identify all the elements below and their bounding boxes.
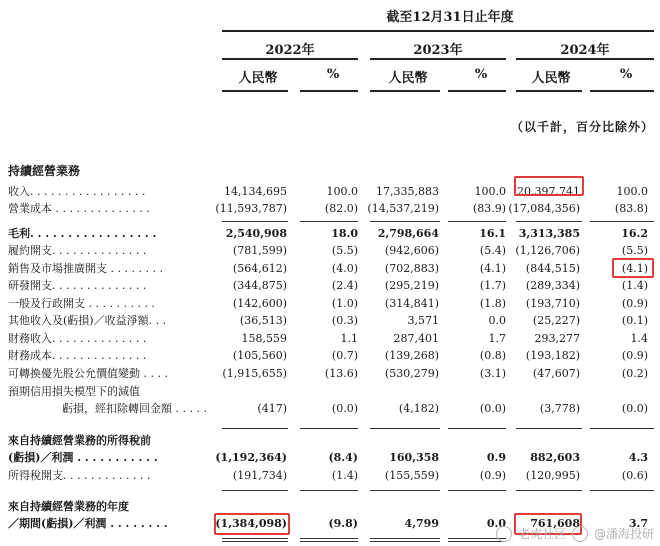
col-rmb-2023: 人民幣 bbox=[388, 71, 428, 86]
table-row bbox=[0, 330, 660, 347]
section-title: 持續經營業務 bbox=[8, 164, 81, 178]
cell-rmb-2022: (11,593,787) bbox=[215, 202, 287, 215]
subtotal-rule bbox=[300, 221, 358, 222]
cell-rmb-2024: (193,182) bbox=[525, 349, 580, 362]
cell-pct-2023: 16.1 bbox=[479, 227, 506, 240]
cell-pct-2022: 100.0 bbox=[326, 185, 358, 198]
table-row bbox=[0, 225, 660, 242]
subtotal-rule bbox=[448, 490, 506, 491]
cell-rmb-2024: (47,607) bbox=[532, 367, 580, 380]
row-label: 財務成本. . . . . . . . . . . . . . bbox=[8, 349, 147, 362]
cell-rmb-2022: (781,599) bbox=[232, 244, 287, 257]
subhdr-rule bbox=[448, 90, 506, 92]
account-logo-icon bbox=[572, 526, 588, 542]
header-rule-top bbox=[222, 30, 654, 32]
row-label: 毛利. . . . . . . . . . . . . . . . . bbox=[8, 227, 157, 240]
subtotal-rule bbox=[516, 221, 582, 222]
subtotal-rule bbox=[370, 428, 440, 429]
cell-pct-2023: (4.1) bbox=[479, 262, 506, 275]
total-double-rule bbox=[222, 538, 288, 542]
row-label: 可轉換優先股公允價值變動 . . . . bbox=[8, 367, 168, 380]
cell-rmb-2023: 4,799 bbox=[404, 517, 439, 530]
cell-pct-2023: 100.0 bbox=[474, 185, 506, 198]
cell-rmb-2022: (564,612) bbox=[232, 262, 287, 275]
table-row bbox=[0, 365, 660, 382]
table-row bbox=[0, 400, 660, 417]
table-row bbox=[0, 200, 660, 217]
cell-rmb-2024: (289,334) bbox=[525, 279, 580, 292]
cell-rmb-2024: (193,710) bbox=[525, 297, 580, 310]
cell-rmb-2024: (844,515) bbox=[525, 262, 580, 275]
cell-pct-2024: 16.2 bbox=[621, 227, 648, 240]
row-label: 收入. . . . . . . . . . . . . . . . . bbox=[8, 185, 146, 198]
cell-rmb-2024: (120,995) bbox=[525, 469, 580, 482]
cell-rmb-2024: 3,313,385 bbox=[518, 227, 580, 240]
cell-rmb-2023: (295,219) bbox=[384, 279, 439, 292]
cell-pct-2023: 1.7 bbox=[488, 332, 506, 345]
cell-rmb-2022: 14,134,695 bbox=[224, 185, 287, 198]
cell-pct-2024: (0.6) bbox=[621, 469, 648, 482]
subhdr-rule bbox=[516, 90, 582, 92]
cell-pct-2024: 3.7 bbox=[628, 517, 648, 530]
col-rmb-2022: 人民幣 bbox=[238, 71, 278, 86]
cell-pct-2023: 0.9 bbox=[486, 451, 506, 464]
table-row bbox=[0, 260, 660, 277]
highlight-revenue-2024 bbox=[514, 176, 584, 196]
cell-rmb-2023: (530,279) bbox=[384, 367, 439, 380]
cell-rmb-2022: 2,540,908 bbox=[225, 227, 287, 240]
watermark bbox=[494, 525, 654, 543]
total-double-rule bbox=[300, 538, 358, 542]
subtotal-rule bbox=[516, 428, 582, 429]
table-row bbox=[0, 242, 660, 259]
year-2022-header: 2022年 bbox=[265, 43, 315, 58]
cell-rmb-2023: (942,606) bbox=[384, 244, 439, 257]
cell-rmb-2024: (25,227) bbox=[532, 314, 580, 327]
cell-pct-2023: (83.9) bbox=[472, 202, 506, 215]
total-double-rule bbox=[370, 538, 440, 542]
cell-pct-2024: (0.2) bbox=[621, 367, 648, 380]
row-label: 所得稅開支. . . . . . . . . . . . . bbox=[8, 469, 151, 482]
table-row bbox=[0, 312, 660, 329]
cell-rmb-2022: (36,513) bbox=[239, 314, 287, 327]
cell-pct-2024: (0.9) bbox=[621, 297, 648, 310]
subhdr-rule bbox=[590, 90, 654, 92]
year-2022-rule bbox=[222, 58, 358, 60]
highlight-sales-pct-2024 bbox=[612, 258, 654, 278]
row-label: 虧損，經扣除轉回金額 . . . . . bbox=[62, 402, 207, 415]
cell-rmb-2023: 2,798,664 bbox=[377, 227, 439, 240]
cell-pct-2022: 18.0 bbox=[331, 227, 358, 240]
row-label: 營業成本 . . . . . . . . . . . . . . bbox=[8, 202, 150, 215]
table-row bbox=[0, 449, 660, 466]
period-title: 截至12月31日止年度 bbox=[386, 10, 514, 25]
cell-rmb-2024: (1,126,706) bbox=[515, 244, 580, 257]
subtotal-rule bbox=[222, 428, 288, 429]
col-pct-2024: % bbox=[619, 67, 633, 82]
year-2023-rule bbox=[370, 58, 506, 60]
cell-pct-2024: (4.1) bbox=[621, 262, 648, 275]
cell-pct-2024: 4.3 bbox=[628, 451, 648, 464]
cell-pct-2022: (13.6) bbox=[324, 367, 358, 380]
subhdr-rule bbox=[300, 90, 358, 92]
cell-pct-2024: (0.9) bbox=[621, 349, 648, 362]
subhdr-rule bbox=[222, 90, 288, 92]
cell-rmb-2022: (417) bbox=[257, 402, 287, 415]
row-label: 來自持續經營業務的年度 bbox=[8, 500, 129, 513]
subtotal-rule bbox=[590, 221, 654, 222]
year-2024-rule bbox=[516, 58, 654, 60]
cell-rmb-2024: (3,778) bbox=[539, 402, 580, 415]
cell-pct-2024: 1.4 bbox=[630, 332, 648, 345]
cell-rmb-2023: 3,571 bbox=[407, 314, 439, 327]
row-label: 研發開支. . . . . . . . . . . . . . bbox=[8, 279, 147, 292]
unit-note: （以千計，百分比除外） bbox=[510, 120, 654, 134]
cell-pct-2024: (0.0) bbox=[621, 402, 648, 415]
cell-rmb-2023: (155,559) bbox=[384, 469, 439, 482]
highlight-loss-2022 bbox=[214, 513, 290, 535]
table-row bbox=[0, 347, 660, 364]
cell-pct-2023: 0.0 bbox=[488, 314, 506, 327]
cell-pct-2022: (0.7) bbox=[331, 349, 358, 362]
cell-rmb-2023: 17,335,883 bbox=[376, 185, 439, 198]
cell-rmb-2024: 20,397,741 bbox=[517, 185, 580, 198]
subtotal-rule bbox=[590, 490, 654, 491]
cell-rmb-2024: 882,603 bbox=[530, 451, 580, 464]
row-label: 履約開支. . . . . . . . . . . . . . bbox=[8, 244, 147, 257]
cell-pct-2023: (3.1) bbox=[479, 367, 506, 380]
cell-pct-2022: (2.4) bbox=[331, 279, 358, 292]
cell-rmb-2024: 761,608 bbox=[530, 517, 580, 530]
year-2023-header: 2023年 bbox=[413, 43, 463, 58]
cell-pct-2022: (1.4) bbox=[331, 469, 358, 482]
row-label: 預期信用損失模型下的減值 bbox=[8, 385, 140, 398]
cell-pct-2024: (0.1) bbox=[621, 314, 648, 327]
cell-pct-2022: (0.0) bbox=[331, 402, 358, 415]
row-label: 其他收入及(虧損)／收益淨額. . . bbox=[8, 314, 167, 327]
col-rmb-2024: 人民幣 bbox=[531, 71, 571, 86]
cell-rmb-2023: (14,537,219) bbox=[367, 202, 439, 215]
cell-pct-2024: (1.4) bbox=[621, 279, 648, 292]
subtotal-rule bbox=[590, 428, 654, 429]
table-row bbox=[0, 432, 660, 449]
watermark-account: @潘海投研 bbox=[593, 526, 654, 541]
subtotal-rule bbox=[300, 428, 358, 429]
subhdr-rule bbox=[370, 90, 440, 92]
subtotal-rule bbox=[370, 490, 440, 491]
cell-pct-2024: (83.8) bbox=[614, 202, 648, 215]
cell-rmb-2022: (105,560) bbox=[232, 349, 287, 362]
subtotal-rule bbox=[222, 221, 288, 222]
year-2024-header: 2024年 bbox=[560, 43, 610, 58]
cell-rmb-2023: (702,883) bbox=[384, 262, 439, 275]
col-pct-2022: % bbox=[326, 67, 340, 82]
cell-rmb-2024: (17,084,356) bbox=[508, 202, 580, 215]
row-label: (虧損)／利潤 . . . . . . . . . . . bbox=[8, 451, 158, 464]
cell-rmb-2023: 287,401 bbox=[393, 332, 439, 345]
cell-rmb-2022: (1,384,098) bbox=[215, 517, 287, 530]
subtotal-rule bbox=[300, 490, 358, 491]
cell-rmb-2022: (142,600) bbox=[232, 297, 287, 310]
tiger-logo-icon bbox=[496, 526, 512, 542]
cell-pct-2022: (82.0) bbox=[324, 202, 358, 215]
row-label: 來自持續經營業務的所得稅前 bbox=[8, 434, 151, 447]
cell-pct-2023: (0.0) bbox=[479, 402, 506, 415]
watermark-community: 老虎社区 bbox=[518, 526, 567, 541]
cell-rmb-2022: (344,875) bbox=[232, 279, 287, 292]
cell-rmb-2023: (139,268) bbox=[384, 349, 439, 362]
cell-pct-2023: (0.8) bbox=[479, 349, 506, 362]
cell-pct-2023: (1.7) bbox=[479, 279, 506, 292]
table-row bbox=[0, 295, 660, 312]
cell-pct-2023: (1.8) bbox=[479, 297, 506, 310]
cell-pct-2022: 1.1 bbox=[340, 332, 358, 345]
row-label: 財務收入. . . . . . . . . . . . . . bbox=[8, 332, 147, 345]
cell-rmb-2023: (314,841) bbox=[384, 297, 439, 310]
subtotal-rule bbox=[370, 221, 440, 222]
cell-rmb-2022: (1,915,655) bbox=[222, 367, 287, 380]
subtotal-rule bbox=[448, 221, 506, 222]
col-pct-2023: % bbox=[474, 67, 488, 82]
cell-pct-2023: 0.0 bbox=[486, 517, 506, 530]
row-label: 一般及行政開支 . . . . . . . . . . bbox=[8, 297, 155, 310]
cell-pct-2022: (8.4) bbox=[328, 451, 358, 464]
subtotal-rule bbox=[222, 490, 288, 491]
row-label: 銷售及市場推廣開支 . . . . . . . . bbox=[8, 262, 163, 275]
cell-pct-2022: (1.0) bbox=[331, 297, 358, 310]
cell-rmb-2022: (191,734) bbox=[232, 469, 287, 482]
table-row bbox=[0, 467, 660, 484]
cell-pct-2022: (4.0) bbox=[331, 262, 358, 275]
subtotal-rule bbox=[448, 428, 506, 429]
cell-pct-2022: (0.3) bbox=[331, 314, 358, 327]
cell-pct-2024: 100.0 bbox=[616, 185, 648, 198]
cell-pct-2024: (5.5) bbox=[621, 244, 648, 257]
cell-pct-2022: (9.8) bbox=[328, 517, 358, 530]
row-label: ／期間(虧損)／利潤 . . . . . . . . bbox=[8, 517, 168, 530]
cell-rmb-2023: 160,358 bbox=[389, 451, 439, 464]
cell-rmb-2023: (4,182) bbox=[398, 402, 439, 415]
table-row bbox=[0, 383, 660, 400]
cell-pct-2023: (0.9) bbox=[479, 469, 506, 482]
cell-rmb-2024: 293,277 bbox=[534, 332, 580, 345]
table-row bbox=[0, 277, 660, 294]
cell-rmb-2022: (1,192,364) bbox=[215, 451, 287, 464]
subtotal-rule bbox=[516, 490, 582, 491]
cell-rmb-2022: 158,559 bbox=[241, 332, 287, 345]
cell-pct-2022: (5.5) bbox=[331, 244, 358, 257]
cell-pct-2023: (5.4) bbox=[479, 244, 506, 257]
